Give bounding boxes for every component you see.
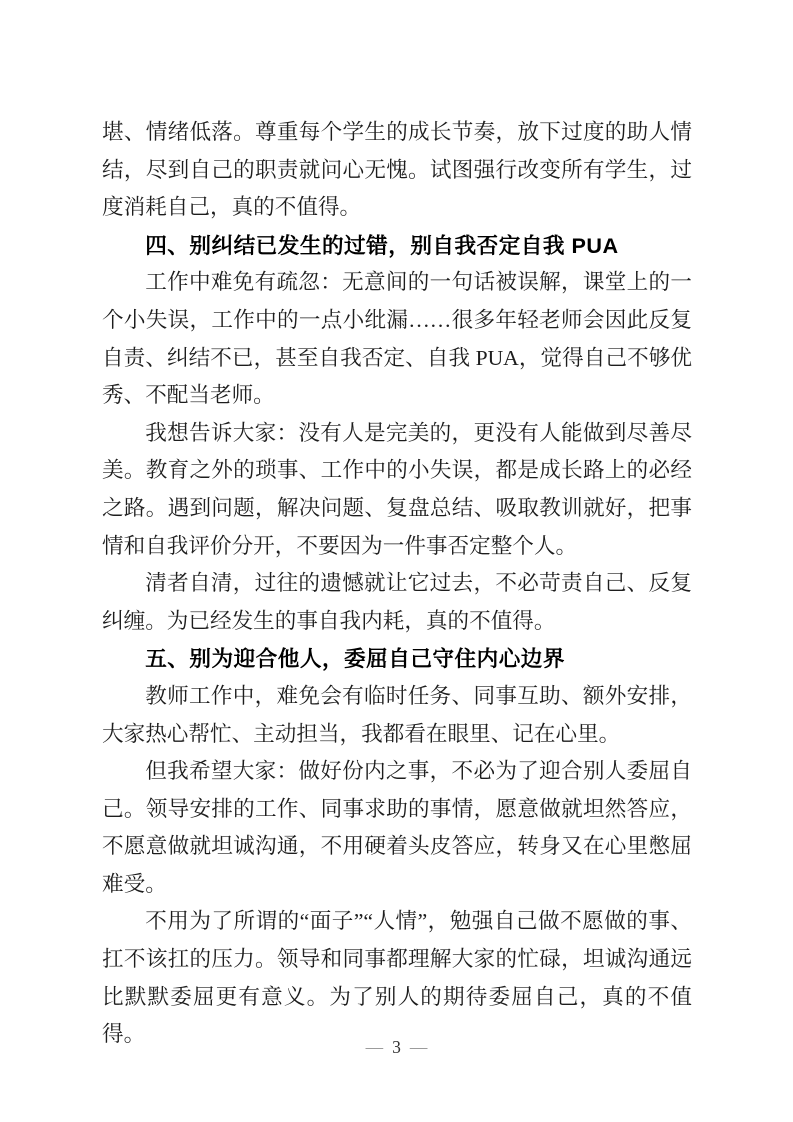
section-heading-five: 五、别为迎合他人，委屈自己守住内心边界 — [145, 646, 565, 672]
page-footer — [0, 1035, 793, 1059]
footer-dash-left: — — [365, 1037, 384, 1057]
paragraph: 清者自清，过往的遗憾就让它过去，不必苛责自己、反复纠缠。为已经发生的事自我内耗，真的不值得。 — [102, 571, 692, 633]
footer-dash-right: — — [409, 1037, 428, 1057]
paragraph: 我想告诉大家：没有人是完美的，更没有人能做到尽善尽美。教育之外的琐事、工作中的小失误，都是成长路上的必经之路。遇到问题，解决问题、复盘总结、吸取教训就好，把事情和自我评价分开，不要因为一件事否定整个人。 — [102, 420, 692, 558]
paragraph: 工作中难免有疏忽：无意间的一句话被误解，课堂上的一个小失误，工作中的一点小纰漏……很多年轻老师会因此反复自责、纠结不已，甚至自我否定、自我 PUA，觉得自己不够优秀、不配当老师。 — [102, 270, 692, 408]
paragraph: 教师工作中，难免会有临时任务、同事互助、额外安排，大家热心帮忙、主动担当，我都看在眼里、记在心里。 — [102, 683, 692, 746]
paragraph: 不用为了所谓的“面子”“人情”，勉强自己做不愿做的事、扛不该扛的压力。领导和同事都理解大家的忙碌，坦诚沟通远比默默委屈更有意义。为了别人的期待委屈自己，真的不值得。 — [102, 909, 692, 1047]
paragraph-continued: 堪、情绪低落。尊重每个学生的成长节奏，放下过度的助人情结，尽到自己的职责就问心无愧。试图强行改变所有学生，过度消耗自己，真的不值得。 — [102, 120, 692, 220]
page-number: 3 — [392, 1037, 401, 1057]
document-body — [102, 114, 692, 1054]
section-heading-four: 四、别纠结已发生的过错，别自我否定自我 PUA — [145, 232, 619, 258]
paragraph: 但我希望大家：做好份内之事，不必为了迎合别人委屈自己。领导安排的工作、同事求助的事情，愿意做就坦然答应，不愿意做就坦诚沟通，不用硬着头皮答应，转身又在心里憋屈难受。 — [102, 759, 692, 896]
